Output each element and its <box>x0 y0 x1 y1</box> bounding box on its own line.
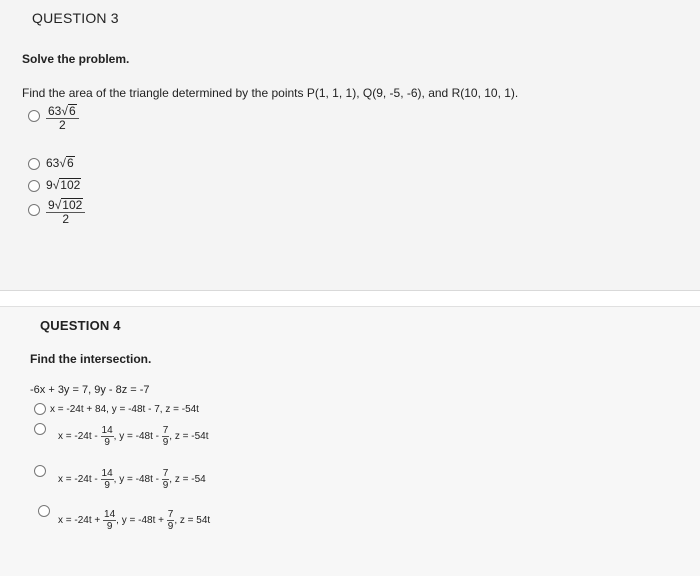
q3-option-3-radio[interactable] <box>28 180 40 192</box>
q4-option-1-radio[interactable] <box>34 403 46 415</box>
question-4-title: QUESTION 4 <box>40 318 121 333</box>
q3-option-1-radio[interactable] <box>28 110 40 122</box>
question-3-prompt: Find the area of the triangle determined by the points P(1, 1, 1), Q(9, -5, -6), and R(10, 10, 1). <box>22 86 519 100</box>
question-4-instruction: Find the intersection. <box>30 352 152 366</box>
question-3-title: QUESTION 3 <box>32 10 119 26</box>
q4-option-4-x: x = -24t + <box>58 515 101 527</box>
q4-option-3-y-fraction: $\frac{7}{9}$ <box>162 468 169 491</box>
q3-option-1-radicand: 6 <box>68 104 76 118</box>
q4-option-2-x: x = -24t - <box>58 431 98 443</box>
q3-option-3-coef: 9 <box>46 178 53 192</box>
q3-option-4-radicand: 102 <box>62 198 83 212</box>
q3-option-4-radio[interactable] <box>28 204 40 216</box>
question-3-instruction: Solve the problem. <box>22 52 130 66</box>
q4-option-3-x-fraction: $\frac{14}{9}$ <box>101 468 113 491</box>
q4-option-2-x-fraction: $\frac{14}{9}$ <box>101 425 113 448</box>
q4-option-3-y: , y = -48t - <box>113 474 159 486</box>
q4-option-4-y-fraction: $\frac{7}{9}$ <box>167 509 174 532</box>
q4-option-2[interactable] <box>58 425 208 448</box>
q4-option-4-x-fraction: $\frac{14}{9}$ <box>104 509 116 532</box>
q3-option-1-fraction <box>46 104 79 132</box>
q3-option-3[interactable] <box>46 178 81 192</box>
q3-option-1[interactable] <box>46 104 79 132</box>
question-4-panel <box>0 306 700 576</box>
q3-option-4[interactable] <box>46 198 85 226</box>
q4-option-3[interactable] <box>58 468 206 491</box>
q3-option-2-radio[interactable] <box>28 158 40 170</box>
q4-option-4-radio[interactable] <box>38 505 50 517</box>
q3-option-1-denominator: 2 <box>58 118 66 132</box>
q4-option-1[interactable]: x = -24t + 84, y = -48t - 7, z = -54t <box>50 404 199 415</box>
q3-option-2-radicand: 6 <box>66 156 74 170</box>
q4-option-2-radio[interactable] <box>34 423 46 435</box>
q3-option-1-coef: 63 <box>48 104 62 118</box>
q4-option-4-y: , y = -48t + <box>116 515 164 527</box>
sqrt-symbol: √102 <box>54 198 83 212</box>
sqrt-symbol: √102 <box>52 178 81 192</box>
q3-option-2[interactable] <box>46 156 75 170</box>
q4-option-3-x: x = -24t - <box>58 474 98 486</box>
q4-option-4[interactable] <box>58 509 210 532</box>
q3-option-4-denominator: 2 <box>62 212 69 226</box>
sqrt-symbol: √6 <box>59 156 74 170</box>
q4-option-3-radio[interactable] <box>34 465 46 477</box>
q4-option-2-y: , y = -48t - <box>113 431 159 443</box>
q4-option-2-y-fraction: $\frac{7}{9}$ <box>162 425 169 448</box>
q3-option-2-coef: 63 <box>46 156 60 170</box>
q4-option-2-z: , z = -54t <box>169 431 209 443</box>
q4-option-4-z: , z = 54t <box>174 515 211 527</box>
q3-option-3-radicand: 102 <box>60 178 81 192</box>
q4-option-3-z: , z = -54 <box>169 474 206 486</box>
sqrt-symbol: √6 <box>61 104 76 118</box>
question-4-system: -6x + 3y = 7, 9y - 8z = -7 <box>30 384 150 396</box>
q3-option-4-fraction <box>46 198 85 226</box>
q3-option-4-coef: 9 <box>48 198 55 212</box>
